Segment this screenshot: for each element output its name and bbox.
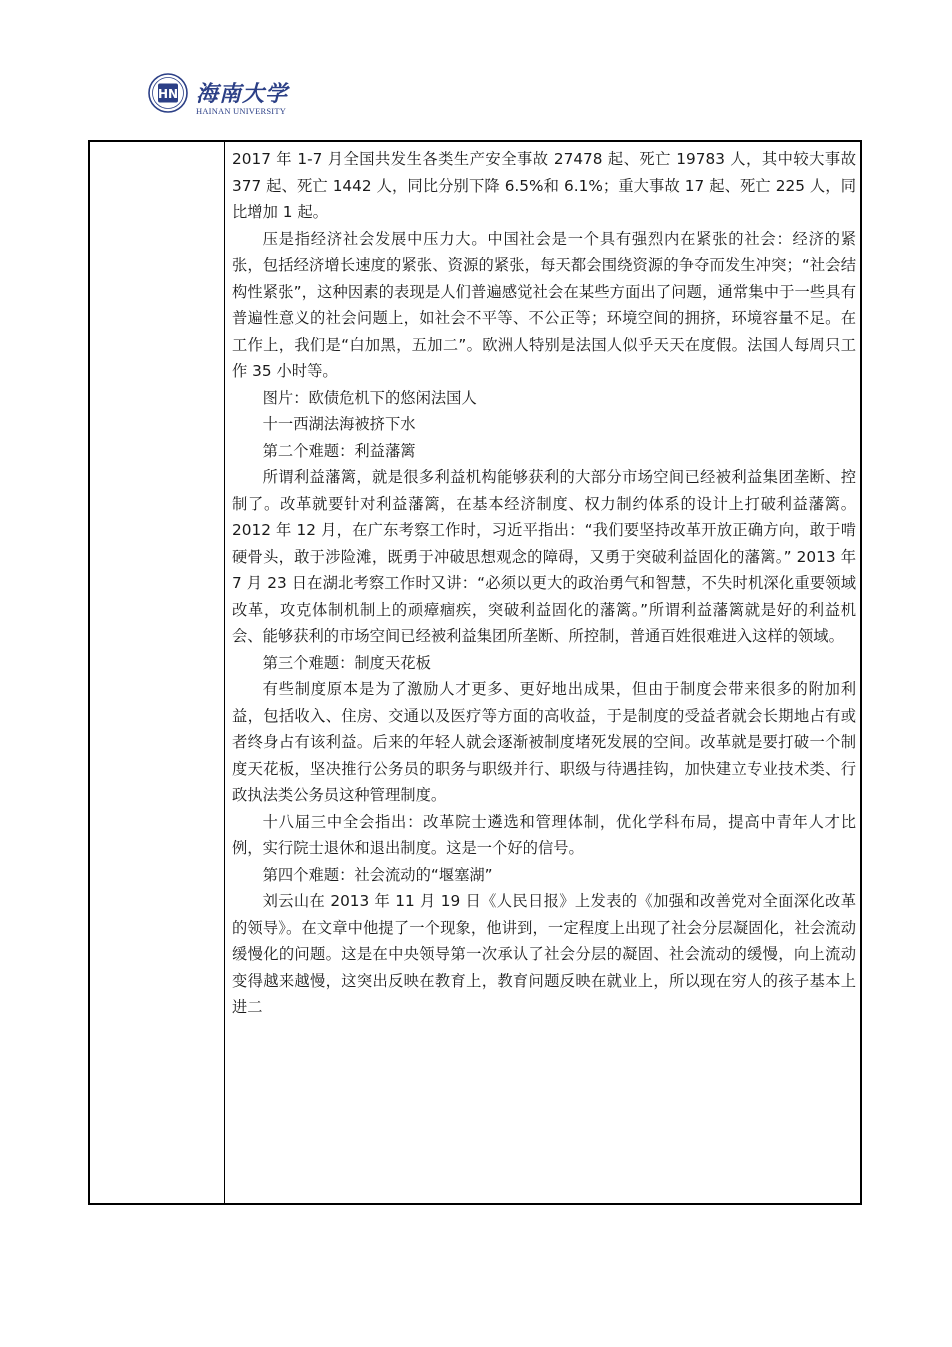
paragraph: 十八届三中全会指出：改革院士遴选和管理体制，优化学科布局，提高中青年人才比例，实行院士退休和退出制度。这是一个好的信号。 — [232, 812, 856, 857]
svg-text:HN: HN — [157, 87, 179, 101]
university-name-cn: 海南大学 — [196, 81, 289, 107]
paragraph: 所谓利益藩篱，就是很多利益机构能够获利的大部分市场空间已经被利益集团垄断、控制了。改革就要针对利益藩篱，在基本经济制度、权力制约体系的设计上打破利益藩篱。2012 年 12 月，在广东考察工作时，习近平指出：“我们要坚持改革开放正确方向，敢于啃硬骨头，敢于涉险滩，既勇于冲破思想观念的障碍，又勇于突破利益固化的藩篱。” 2013 年 7 月 23 日在湖北考察工作时又讲：“必须以更大的政治勇气和智慧，不失时机深化重要领域改革，攻克体制机制上的顽瘴痼疾，突破利益固化的藩篱。”所谓利益藩篱就是好的利益机会、能够获利的市场空间已经被利益集团所垄断、所控制，普通百姓很难进入这样的领域。 — [232, 468, 856, 645]
section-heading: 第二个难题：利益藩篱 — [262, 441, 416, 460]
paragraph: 有些制度原本是为了激励人才更多、更好地出成果，但由于制度会带来很多的附加利益，包括收入、住房、交通以及医疗等方面的高收益，于是制度的受益者就会长期地占有或者终身占有该利益。后来的年轻人就会逐渐被制度堵死发展的空间。改革就是要打破一个制度天花板，坚决推行公务员的职务与职级并行、职级与待遇挂钩，加快建立专业技术类、行政执法类公务员这种管理制度。 — [232, 680, 856, 804]
section-heading: 第三个难题：制度天花板 — [262, 653, 431, 672]
left-column-cell — [90, 142, 225, 1203]
page-header — [148, 73, 448, 129]
section-heading: 第四个难题：社会流动的“堰塞湖” — [262, 865, 493, 884]
university-seal-icon — [148, 73, 188, 113]
paragraph: 刘云山在 2013 年 11 月 19 日《人民日报》上发表的《加强和改善党对全面深化改革的领导》。在文章中他提了一个现象，他讲到，一定程度上出现了社会分层凝固化，社会流动缓慢化的问题。这是在中央领导第一次承认了社会分层的凝固、社会流动的缓慢，向上流动变得越来越慢，这突出反映在教育上，教育问题反映在就业上，所以现在穷人的孩子基本上进二 — [232, 892, 856, 1016]
content-cell — [232, 146, 856, 1021]
paragraph: 压是指经济社会发展中压力大。中国社会是一个具有强烈内在紧张的社会：经济的紧张，包括经济增长速度的紧张、资源的紧张，每天都会围绕资源的争夺而发生冲突；“社会结构性紧张”，这种因素的表现是人们普遍感觉社会在某些方面出了问题，通常集中于一些具有普遍性意义的社会问题上，如社会不平等、不公正等；环境空间的拥挤，环境容量不足。在工作上，我们是“白加黑，五加二”。欧洲人特别是法国人似乎天天在度假。法国人每周只工作 35 小时等。 — [232, 229, 856, 380]
document-table — [88, 140, 862, 1205]
paragraph: 十一西湖法海被挤下水 — [262, 415, 416, 433]
university-name-en: HAINAN UNIVERSITY — [196, 106, 287, 116]
paragraph: 图片：欧债危机下的悠闲法国人 — [262, 388, 477, 407]
paragraph: 2017 年 1-7 月全国共发生各类生产安全事故 27478 起、死亡 19783 人，其中较大事故 377 起、死亡 1442 人，同比分别下降 6.5%和 6.1%；重大事故 17 起、死亡 225 人，同比增加 1 起。 — [232, 150, 856, 221]
